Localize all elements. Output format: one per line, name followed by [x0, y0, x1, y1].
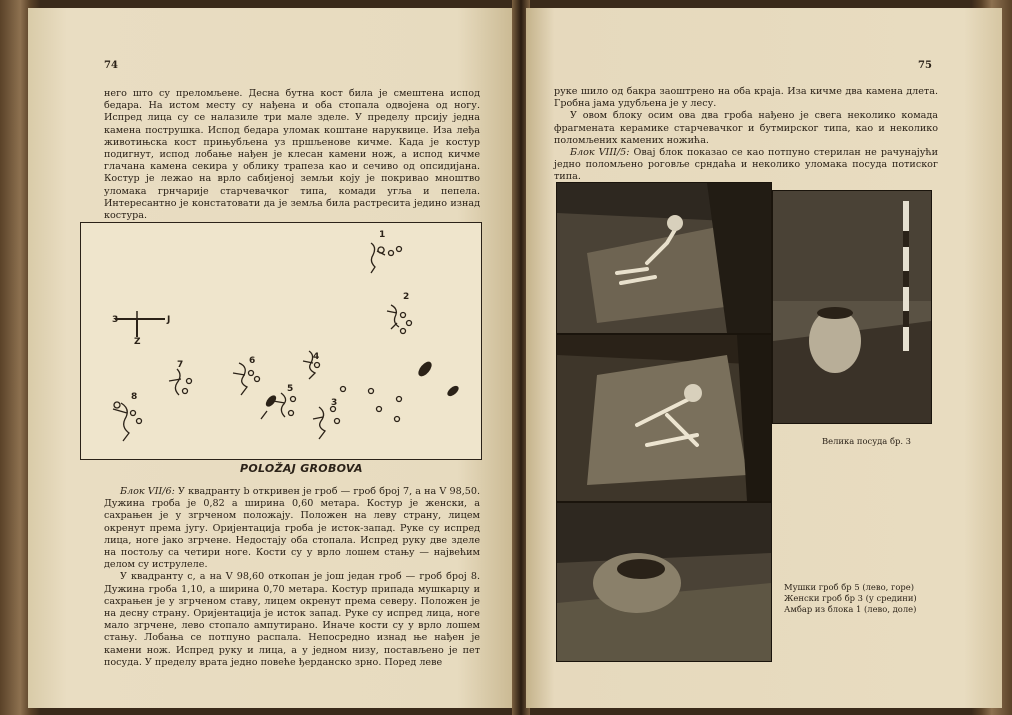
graves-map: [80, 222, 482, 460]
caption-graves-line-2: Женски гроб бр 3 (у средини): [784, 593, 917, 603]
left-paragraph-2: [104, 486, 480, 669]
grave-7-figure: [169, 369, 192, 395]
photo-male-grave-5: [556, 182, 772, 334]
page-number-left: 74: [104, 60, 118, 71]
caption-graves-line-1: Мушки гроб бр 5 (лево, горе): [784, 582, 914, 592]
left-para2-text: У квадранту b откривен је гроб — гроб број 7, а на V 98,50. Дужина гроба је 0,82 а ширина 0,60 метара. Костур је женски, а сахрањен је у згрченом положају. Положен на леву страну, лицем окренут према југу. Оријентација гроба је исток-запад. Руке су испред лица, ноге јако згрчене. Недостају оба стопала. Испред руку две зделе на постољу са четири ноге. Кости су у врло лошем стању — највећим делом су иструлеле.: [104, 486, 481, 571]
caption-graves: [784, 582, 954, 615]
grave-2-figure: [387, 305, 412, 334]
grave-5-figure: [261, 393, 296, 419]
caption-large-vessel: Велика посуда бр. 3: [822, 436, 912, 446]
photo-large-vessel-3: [772, 190, 932, 424]
grave-label-3: 3: [331, 398, 338, 408]
grave-label-5: 5: [287, 384, 294, 394]
grave-label-2: 2: [403, 292, 410, 302]
compass-east: J: [167, 315, 171, 325]
grave-6-figure: [233, 363, 260, 395]
block-vii-6-lead: Блок VII/6:: [120, 486, 175, 497]
right-text: [554, 86, 938, 184]
left-page: [28, 8, 516, 708]
left-para1-text: него што су преломљене. Десна бутна кост била је смештена испод бедара. На истом месту су нађена и оба стопала одвојена од ногу. Испред лица су се налазиле три мале зделе. У пределу прсију једна камена пострушка. Испод бедара уломак коштане наруквице. Иза леђа животињска кост прињубљена уз пршљенове кичме. Када је костур подигнут, испод лобање нађен је клесан камени нож, а испод кичме глачана камена секира у облику трапеза као и сечиво од опсидијана. Костур је лежао на врло сабијеној земљи коју је покривао мноштво уломака грнчарије старчевачког типа, комади угља и пепела. Интересантно је констатовати да је земља била растресита једино изнад костура.: [104, 88, 480, 222]
compass-icon: [115, 311, 165, 337]
block-viii-5-lead: Блок VIII/5:: [570, 147, 630, 159]
right-para1-text: руке шило од бакра заоштрено на оба краја. Иза кичме два камена длета. Гробна јама удубљена је у лесу.: [554, 86, 938, 110]
right-para2-text: У овом блоку осим ова два гроба нађено је свега неколико комада фрагмената керамике старчевачког и бутмирског типа, као и неколико поломљених камених ножића.: [554, 110, 938, 146]
graves-map-drawing: [81, 223, 481, 459]
compass-south: Z: [134, 337, 141, 347]
left-para3-text: У квадранту c, а на V 98,60 откопан је још један гроб — гроб број 8. Дужина гроба 1,10, а ширина 0,70 метара. Костур припада мушкарцу и сахрањен је у згрченом ставу, лицем окренут према северу. Положен је на десну страну. Оријентација је исток запад. Руке су испред лица, ноге мало згрчене, лево стопало ампутирано. Иначе кости су у врло лошем стању. Лобања се потпуно распала. Непосредно изнад ње нађен је камени нож. Испред руку и лица, а у једном низу, постављено је пет посуда. У пределу врата једно повеће ђерданско зрно. Поред леве: [104, 571, 480, 668]
photo-female-grave-3: [556, 334, 772, 502]
grave-label-4: 4: [313, 352, 320, 362]
map-caption: POLOŽAJ GROBOVA: [240, 462, 363, 475]
grave-1-figure: [371, 243, 402, 273]
grave-8-figure: [113, 402, 142, 441]
caption-graves-line-3: Амбар из блока 1 (лево, доле): [784, 604, 917, 614]
left-paragraph-1: [104, 88, 480, 222]
compass-west: 3: [112, 315, 119, 325]
grave-label-8: 8: [131, 392, 138, 402]
photo-storage-pit-block-1: [556, 502, 772, 662]
grave-label-7: 7: [177, 360, 184, 370]
right-para3-text: Овај блок показао се као потпуно стерилан не рачунајући једно поломљено роговље срндаћа и неколико уломака посуда потиског типа.: [554, 147, 938, 183]
grave-3-figure: [313, 407, 340, 440]
grave-sketches: [113, 243, 460, 441]
grave-label-1: 1: [379, 230, 386, 240]
right-page: [526, 8, 1002, 708]
grave-label-6: 6: [249, 356, 256, 366]
page-number-right: 75: [918, 60, 932, 71]
